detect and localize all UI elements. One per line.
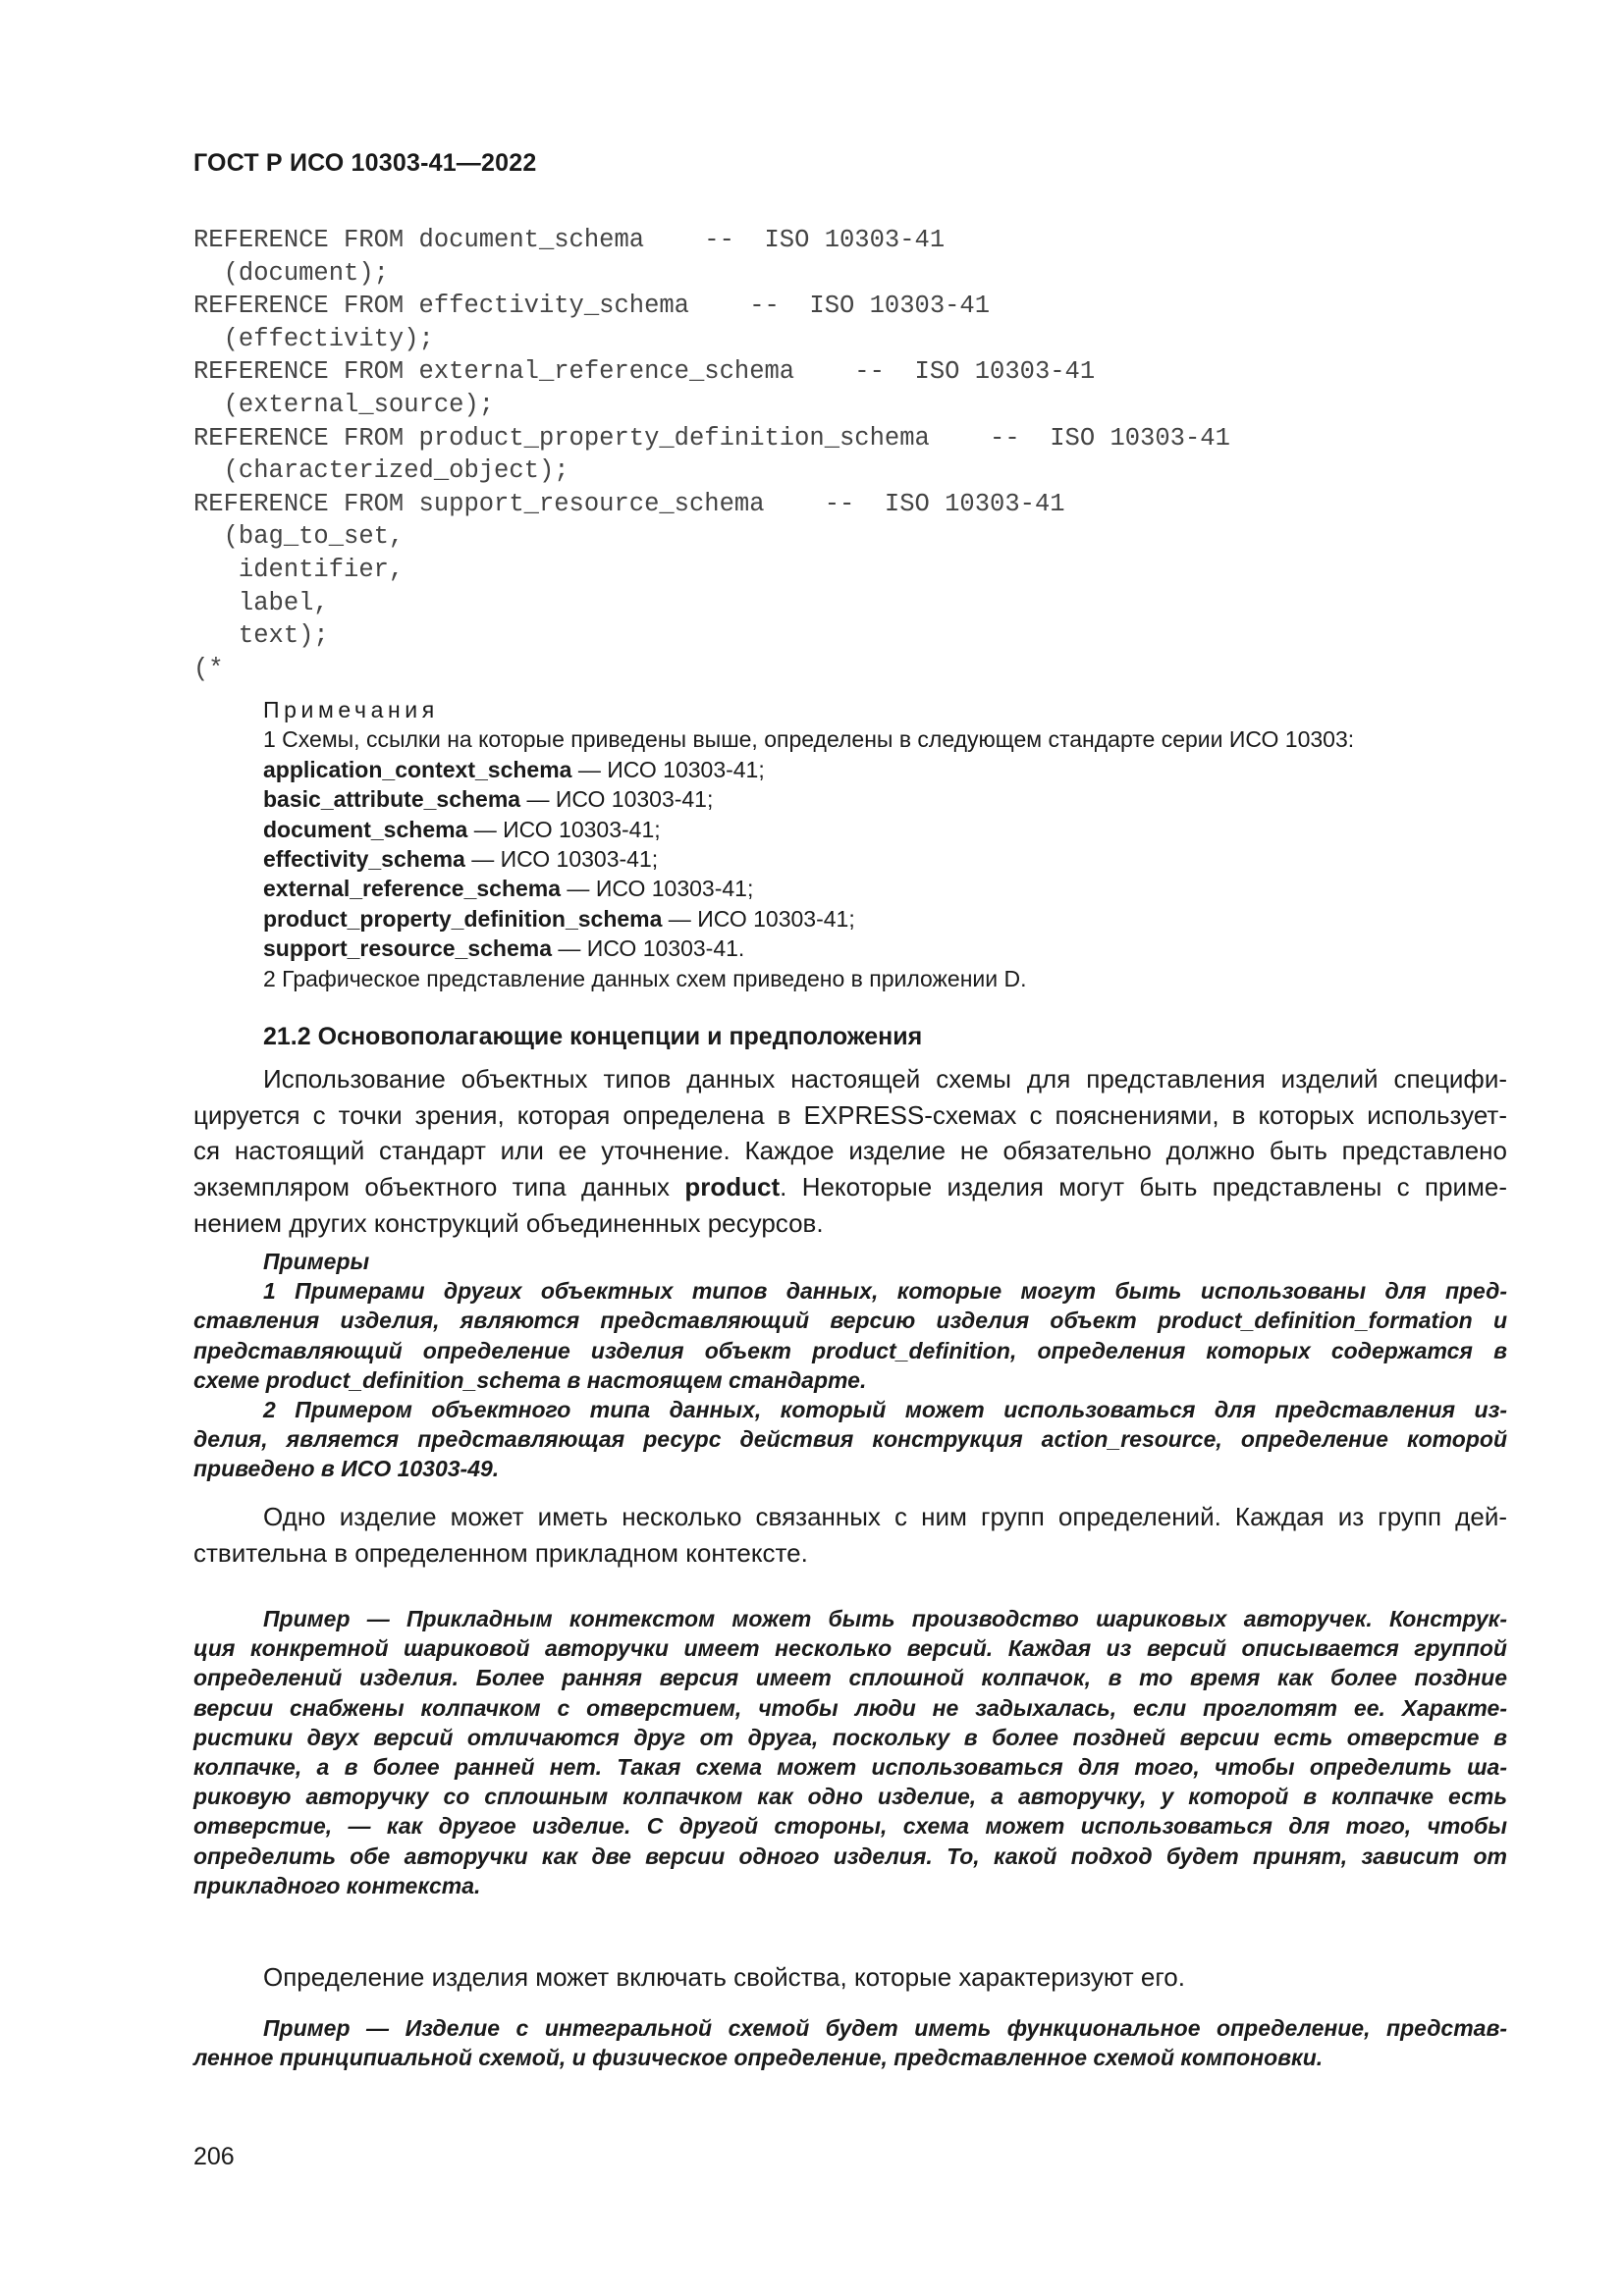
example-line: ленное принципиальной схемой, и физическое определение, представленное схемой компоновки. bbox=[193, 2045, 1324, 2071]
example-line: риковую авторучку со сплошным колпачком как одно изделие, а авторучку, у которой в колпачке есть bbox=[193, 1784, 1507, 1810]
code-line: REFERENCE FROM support_resource_schema -- ISO 10303-41 bbox=[193, 489, 1065, 518]
code-line: (document); bbox=[193, 258, 389, 288]
example-ic-block bbox=[193, 2013, 1507, 2072]
example-line: ция конкретной шариковой авторучки имеет несколько версий. Каждая из версий описывается группой bbox=[193, 1635, 1507, 1662]
schema-name: support_resource_schema bbox=[263, 935, 553, 962]
example-line: приведено в ИСО 10303-49. bbox=[193, 1456, 500, 1482]
code-line: REFERENCE FROM effectivity_schema -- ISO 10303-41 bbox=[193, 292, 991, 321]
example-line: ристики двух версий отличаются друг от друга, поскольку в более поздней версии есть отверстие в bbox=[193, 1724, 1507, 1750]
code-line: (effectivity); bbox=[193, 324, 434, 353]
code-line: label, bbox=[193, 588, 329, 617]
example-line: ставления изделия, являются представляющий версию изделия объект product_definition_formation и bbox=[193, 1308, 1507, 1334]
example-line: 1 Примерами других объектных типов данных, которые могут быть использованы для пред- bbox=[263, 1278, 1507, 1305]
note-2: 2 Графическое представление данных схем приведено в приложении D. bbox=[263, 965, 1027, 991]
code-line: REFERENCE FROM external_reference_schema -- ISO 10303-41 bbox=[193, 357, 1096, 387]
code-line: REFERENCE FROM document_schema -- ISO 10303-41 bbox=[193, 226, 946, 254]
section-heading: 21.2 Основополагающие концепции и предположения bbox=[263, 1023, 923, 1050]
code-line: (external_source); bbox=[193, 390, 495, 419]
schema-name: effectivity_schema bbox=[263, 846, 465, 873]
schema-ref: — ИСО 10303-41; bbox=[571, 756, 765, 782]
schema-ref: — ИСО 10303-41; bbox=[662, 905, 855, 932]
example-line: представляющий определение изделия объект product_definition, определения которых содержатся в bbox=[193, 1337, 1507, 1363]
schema-name: product_property_definition_schema bbox=[263, 905, 663, 932]
example-line: колпачке, а в более ранней нет. Такая схема может использоваться для того, чтобы определить ша- bbox=[193, 1754, 1507, 1781]
note-schema-item bbox=[263, 904, 1354, 934]
paragraph-text: экземпляром объектного типа данных bbox=[193, 1172, 685, 1202]
paragraph-text: . Некоторые изделия могут быть представлены с приме- bbox=[780, 1172, 1508, 1202]
notes-title: Примечания bbox=[263, 697, 439, 722]
schema-ref: — ИСО 10303-41; bbox=[464, 846, 659, 873]
notes-block bbox=[263, 695, 1354, 993]
express-code-block bbox=[193, 224, 1230, 685]
schema-ref: — ИСО 10303-41; bbox=[467, 816, 661, 842]
note-1-intro: 1 Схемы, ссылки на которые приведены выше, определены в следующем стандарте серии ИСО 10303: bbox=[263, 726, 1355, 753]
code-line: text); bbox=[193, 621, 329, 651]
note-schema-item bbox=[263, 934, 1354, 963]
paragraph-line: Одно изделие может иметь несколько связанных с ним групп определений. Каждая из групп дей- bbox=[263, 1502, 1507, 1531]
code-line: (* bbox=[193, 654, 224, 683]
schema-ref: — ИСО 10303-41. bbox=[552, 935, 745, 962]
code-line: (characterized_object); bbox=[193, 456, 569, 486]
examples-block bbox=[193, 1247, 1507, 1484]
paragraph-definition-groups bbox=[193, 1499, 1507, 1571]
document-header-title: ГОСТ Р ИСО 10303-41—2022 bbox=[193, 149, 537, 177]
paragraph-line: ся настоящий стандарт или ее уточнение. Каждое изделие не обязательно должно быть представлено bbox=[193, 1136, 1507, 1166]
paragraph-properties bbox=[193, 1959, 1507, 1996]
paragraph-line: цируется с точки зрения, которая определена в EXPRESS-схемах с пояснениями, в которых использует- bbox=[193, 1099, 1507, 1130]
paragraph-line bbox=[193, 1169, 1507, 1205]
paragraph-product-usage bbox=[193, 1061, 1507, 1242]
note-schema-item bbox=[263, 844, 1354, 874]
paragraph-line: Определение изделия может включать свойства, которые характеризуют его. bbox=[263, 1962, 1185, 1992]
paragraph-line: Использование объектных типов данных настоящей схемы для представления изделий специфи- bbox=[263, 1064, 1507, 1094]
schema-name: external_reference_schema bbox=[263, 876, 562, 902]
code-line: (bag_to_set, bbox=[193, 522, 405, 552]
paragraph-line: нением других конструкций объединенных ресурсов. bbox=[193, 1207, 824, 1238]
paragraph-line: ствительна в определенном прикладном контексте. bbox=[193, 1537, 808, 1568]
code-line: identifier, bbox=[193, 555, 405, 584]
example-line: делия, является представляющая ресурс действия конструкция action_resource, определение которой bbox=[193, 1426, 1507, 1453]
schema-ref: — ИСО 10303-41; bbox=[520, 786, 714, 813]
schema-name: application_context_schema bbox=[263, 756, 572, 782]
schema-name: basic_attribute_schema bbox=[263, 786, 521, 813]
example-line: Пример — Прикладным контекстом может быть производство шариковых авторучек. Конструк- bbox=[263, 1606, 1507, 1631]
example-line: версии снабжены колпачком с отверстием, чтобы люди не задыхалась, если проглотят ее. Характе- bbox=[193, 1694, 1507, 1721]
note-schema-item bbox=[263, 815, 1354, 844]
example-line: схеме product_definition_schema в настоящем стандарте. bbox=[193, 1366, 867, 1393]
schema-name: document_schema bbox=[263, 816, 468, 842]
note-schema-item bbox=[263, 784, 1354, 814]
product-term: product bbox=[684, 1172, 781, 1202]
page-number: 206 bbox=[193, 2143, 235, 2170]
example-line: 2 Примером объектного типа данных, который может использоваться для представления из- bbox=[263, 1397, 1507, 1423]
example-line: прикладного контекста. bbox=[193, 1872, 481, 1898]
example-line: определить обе авторучки как две версии одного изделия. То, какой подход будет принят, зависит от bbox=[193, 1842, 1507, 1869]
code-line: REFERENCE FROM product_property_definition_schema -- ISO 10303-41 bbox=[193, 423, 1230, 453]
example-line: Пример — Изделие с интегральной схемой будет иметь функциональное определение, представ- bbox=[263, 2015, 1507, 2041]
example-line: отверстие, — как другое изделие. С другой стороны, схема может использоваться для того, чтобы bbox=[193, 1813, 1507, 1840]
examples-heading: Примеры bbox=[263, 1249, 370, 1274]
example-pen-block bbox=[193, 1604, 1507, 1900]
schema-ref: — ИСО 10303-41; bbox=[561, 876, 754, 902]
note-schema-item bbox=[263, 755, 1354, 784]
note-schema-item bbox=[263, 874, 1354, 903]
example-line: определений изделия. Более ранняя версия имеет сплошной колпачок, в то время как более поздние bbox=[193, 1665, 1507, 1691]
